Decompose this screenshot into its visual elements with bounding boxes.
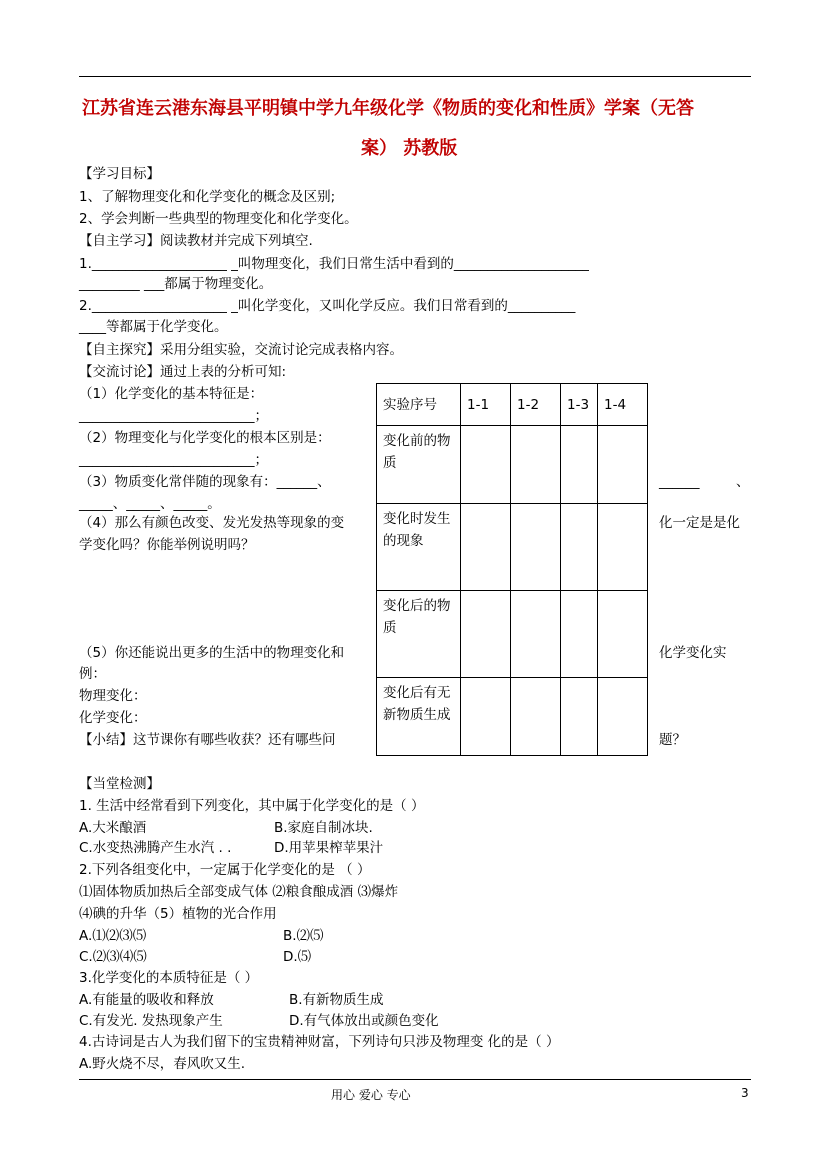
table-cell (561, 504, 598, 591)
check-q3-option-d: D.有气体放出或颜色变化 (289, 1013, 439, 1029)
summary: 【小结】这节课你有哪些收获？还有哪些问 (79, 732, 336, 748)
goal-header: 【学习目标】 (79, 166, 160, 182)
fill-1a: 1.____________________ _叫物理变化，我们日常生活中看到的____________________ (79, 256, 589, 272)
q5-right: 化学变化实 (659, 645, 727, 661)
table-cell (598, 591, 648, 678)
check-q1-option-d: D.用苹果榨苹果汁 (274, 840, 384, 856)
check-q4: 4.古诗词是古人为我们留下的宝贵精神财富，下列诗句只涉及物理变 化的是（ ） (79, 1034, 560, 1050)
table-cell (561, 591, 598, 678)
q3b: _____、_____、_____。 (79, 496, 221, 512)
table-cell (461, 504, 511, 591)
table-cell (511, 426, 561, 504)
self-study: 【自主学习】阅读教材并完成下列填空. (79, 233, 313, 249)
goal-2: 2、学会判断一些典型的物理变化和化学变化。 (79, 211, 358, 227)
table-row-label: 变化后的物质 (377, 591, 461, 678)
check-q3-option-a: A.有能量的吸收和释放 (79, 992, 214, 1008)
footer-words: 用心 爱心 专心 (331, 1088, 411, 1102)
experiment-table (376, 383, 648, 756)
goal-1: 1、了解物理变化和化学变化的概念及区别; (79, 189, 336, 205)
q1a: （1）化学变化的基本特征是： (79, 386, 264, 402)
page-number: 3 (741, 1086, 749, 1100)
table-cell (461, 426, 511, 504)
check-q3-option-c: C.有发光. 发热现象产生 (79, 1013, 223, 1029)
check-q4-option-a: A.野火烧不尽，春风吹又生. (79, 1056, 246, 1072)
check-q2-option-b: B.⑵⑸ (283, 928, 324, 944)
table-row-label: 变化后有无新物质生成 (377, 678, 461, 756)
explore: 【自主探究】采用分组实验，交流讨论完成表格内容。 (79, 342, 403, 358)
doc-title-line2: 案） 苏教版 (361, 138, 458, 159)
table-header-row (377, 384, 648, 426)
footer-rule (79, 1079, 751, 1080)
q4a: （4）那么有颜色改变、发光发热等现象的变 (79, 515, 345, 531)
check-q3-option-b: B.有新物质生成 (289, 992, 384, 1008)
table-header-cell: 1-3 (561, 384, 598, 426)
top-rule (79, 76, 751, 77)
check-q1-option-b: B.家庭自制冰块. (274, 820, 373, 836)
check-q1-option-a: A.大米酿酒 (79, 820, 147, 836)
table-row (377, 504, 648, 591)
q3-right-sep: 、 (736, 474, 750, 490)
check-header: 【当堂检测】 (79, 776, 160, 792)
table-header-cell: 1-4 (598, 384, 648, 426)
check-q1: 1. 生活中经常看到下列变化，其中属于化学变化的是（ ） (79, 798, 425, 814)
table-row (377, 426, 648, 504)
q2a: （2）物理变化与化学变化的根本区别是： (79, 430, 331, 446)
q5a: （5）你还能说出更多的生活中的物理变化和 (79, 645, 345, 661)
q4b: 学变化吗？你能举例说明吗？ (79, 537, 255, 553)
doc-title-line1: 江苏省连云港东海县平明镇中学九年级化学《物质的变化和性质》学案（无答 (82, 98, 694, 119)
check-q2-items-2: ⑷碘的升华（5）植物的光合作用 (79, 906, 277, 922)
table-row (377, 678, 648, 756)
table-cell (561, 678, 598, 756)
check-q2-option-c: C.⑵⑶⑷⑸ (79, 949, 147, 965)
check-q2-option-a: A.⑴⑵⑶⑸ (79, 928, 147, 944)
check-q2-option-d: D.⑸ (283, 949, 312, 965)
table-cell (561, 426, 598, 504)
table-row (377, 591, 648, 678)
table-cell (598, 678, 648, 756)
q3a: （3）物质变化常伴随的现象有：______、 (79, 474, 331, 490)
table-cell (511, 678, 561, 756)
check-q2: 2.下列各组变化中，一定属于化学变化的是 （ ） (79, 862, 371, 878)
table-cell (598, 426, 648, 504)
q3-right-blank: ______ (659, 474, 700, 490)
table-row-label: 变化时发生的现象 (377, 504, 461, 591)
q1b: __________________________； (79, 408, 268, 424)
check-q2-items-1: ⑴固体物质加热后全部变成气体 ⑵粮食酿成酒 ⑶爆炸 (79, 884, 399, 900)
physical-change-label: 物理变化： (79, 688, 147, 704)
table-cell (511, 504, 561, 591)
q2b: __________________________； (79, 452, 268, 468)
q5b: 例： (79, 666, 106, 682)
table-cell (598, 504, 648, 591)
summary-right: 题？ (659, 732, 686, 748)
check-q1-option-c: C.水变热沸腾产生水汽 . . (79, 840, 232, 856)
fill-2b: ____等都属于化学变化。 (79, 319, 228, 335)
fill-2a: 2.____________________ _叫化学变化，又叫化学反应。我们日常看到的__________ (79, 298, 576, 314)
check-q3: 3.化学变化的本质特征是（ ） (79, 970, 259, 986)
fill-1b: _________ ___都属于物理变化。 (79, 276, 273, 292)
table-row-label: 变化前的物质 (377, 426, 461, 504)
table-header-cell: 1-1 (461, 384, 511, 426)
table-cell (461, 678, 511, 756)
discuss: 【交流讨论】通过上表的分析可知: (79, 364, 287, 380)
q4-right: 化一定是是化 (659, 515, 740, 531)
chemical-change-label: 化学变化： (79, 710, 147, 726)
table-cell (511, 591, 561, 678)
table-header-cell: 1-2 (511, 384, 561, 426)
table-cell (461, 591, 511, 678)
table-header-cell: 实验序号 (377, 384, 461, 426)
